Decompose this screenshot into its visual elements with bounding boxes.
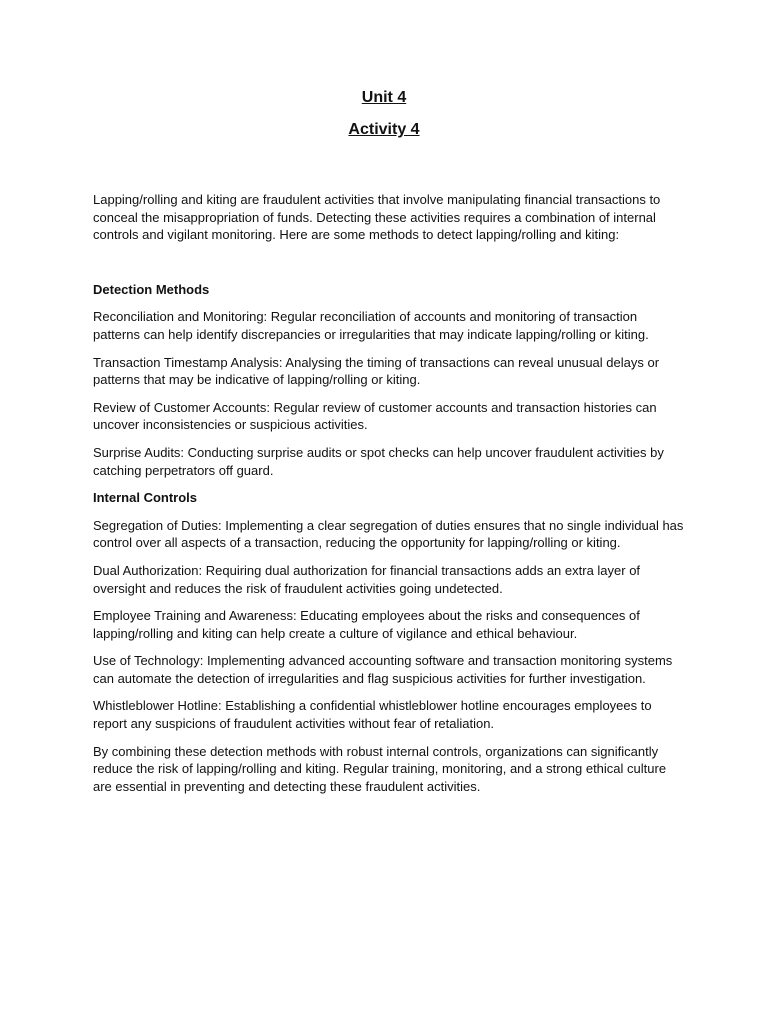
document-page — [93, 86, 685, 795]
detection-item-timestamp-analysis: Transaction Timestamp Analysis: Analysing the timing of transactions can reveal unusual delays or patterns that may be indicative of lapping/rolling or kiting. — [93, 354, 660, 388]
closing-paragraph: By combining these detection methods with robust internal controls, organizations can significantly reduce the risk of lapping/rolling and kiting. Regular training, monitoring, and a strong ethical culture are essential in preventing and detecting these fraudulent activities. — [93, 743, 667, 794]
activity-title: Activity 4 — [348, 121, 420, 138]
detection-item-reconciliation: Reconciliation and Monitoring: Regular reconciliation of accounts and monitoring of transaction patterns can help identify discrepancies or irregularities that may indicate lapping/rolling or kiting. — [93, 309, 649, 342]
intro-paragraph: Lapping/rolling and kiting are fraudulent activities that involve manipulating financial transactions to conceal the misappropriation of funds. Detecting these activities requires a combination of internal controls and vigilant monitoring. Here are some methods to detect lapping/rolling and kiting: — [93, 192, 661, 243]
document-headings — [93, 86, 675, 142]
internal-controls-heading: Internal Controls — [93, 490, 198, 506]
detection-item-surprise-audits: Surprise Audits: Conducting surprise audits or spot checks can help uncover fraudulent activities by catching perpetrators off guard. — [93, 444, 664, 478]
control-item-dual-authorization: Dual Authorization: Requiring dual authorization for financial transactions adds an extra layer of oversight and reduces the risk of fraudulent activities going undetected. — [93, 562, 641, 596]
unit-title: Unit 4 — [361, 89, 407, 106]
detection-methods-heading: Detection Methods — [93, 281, 210, 297]
control-item-training: Employee Training and Awareness: Educating employees about the risks and consequences of lapping/rolling and kiting can help create a culture of vigilance and ethical behaviour. — [93, 608, 640, 641]
control-item-whistleblower: Whistleblower Hotline: Establishing a confidential whistleblower hotline encourages employees to report any suspicions of fraudulent activities without fear of retaliation. — [93, 698, 652, 732]
detection-item-customer-accounts: Review of Customer Accounts: Regular review of customer accounts and transaction histories can uncover inconsistencies or suspicious activities. — [93, 399, 657, 433]
control-item-segregation: Segregation of Duties: Implementing a clear segregation of duties ensures that no single individual has control over all aspects of a transaction, reducing the opportunity for lapping/rolling or kiting. — [93, 517, 684, 551]
control-item-technology: Use of Technology: Implementing advanced accounting software and transaction monitoring systems can automate the detection of irregularities and flag suspicious activities for further investigation. — [93, 653, 673, 686]
